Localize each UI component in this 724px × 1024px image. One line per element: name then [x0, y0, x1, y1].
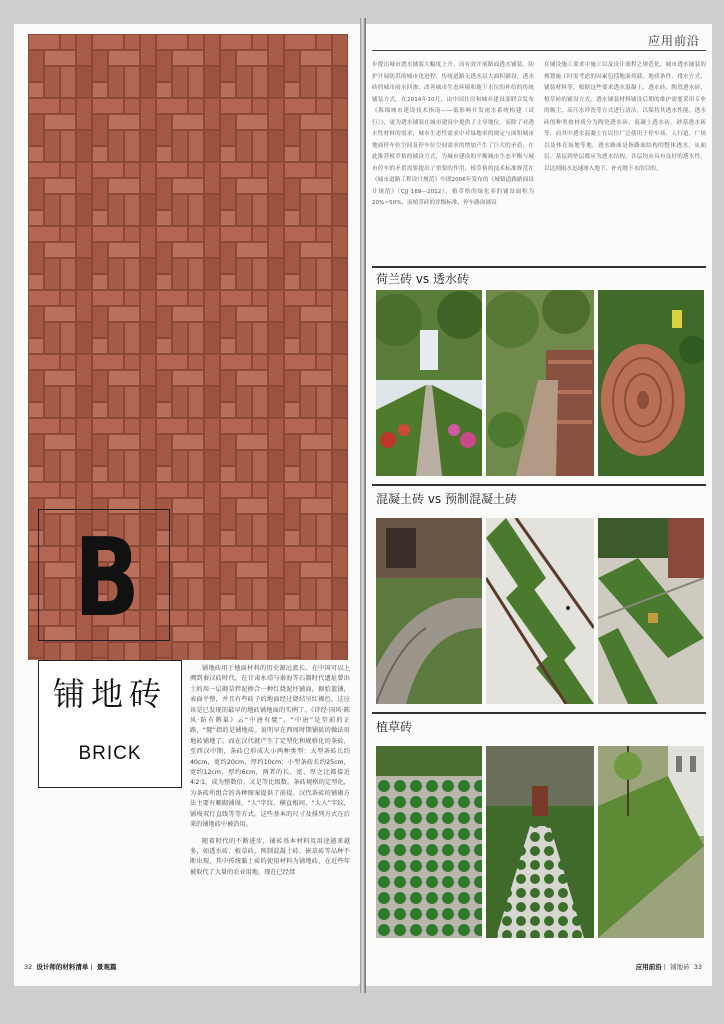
grass-paver-lawn-photo: [598, 746, 704, 938]
section-rule: [372, 484, 706, 486]
garden-steps-photo: [486, 290, 594, 476]
paragraph: 在铺设施工要求中施工以及设计流程之规范化，城市透水铺装的规划施工时需考虑的因素包括地面荷载、地质条件、排水方式、铺装材料等，根据这些要求透水混凝土、透水砖、陶瓷透水砖、植草砖的铺设方式，透水铺装材料铺设后期的维护需要采用专业的吸尘、高压水冲洗等方式进行清洁，以保持其透水性能。透水砖的种类按材质分为陶瓷透水砖、混凝土透水砖、砂基透水砖等，而其中透水混凝土在以往广泛使用于停车场、人行道、广场以及体育场地等地。透水路面是指路面结构的整体透水，从面层、基层到垫层都应为透水结构，各层均应具有良好的透水性，以达到雨水迅速渗入地下、补充地下水的目的。: [544, 62, 706, 172]
title-box: [38, 660, 182, 788]
running-header: 应用前沿: [647, 34, 700, 48]
section-rule: [372, 266, 706, 268]
paragraph: 随着时代的不断进步，铺砖基本材料及用途越来越多，如透水砖、植草砖、预制混凝土砖、嵌草砖等品种不断出现，其中传统黏土砖的使用材料为铺地砖，在近些年被取代了大量的农业用地，现在已经禁: [190, 837, 350, 876]
section-title: 植草砖: [376, 720, 413, 734]
grass-paver-grid-photo: [376, 746, 482, 938]
modern-plaza-photo: [598, 518, 704, 704]
chapter-letter: B: [74, 516, 139, 641]
intro-text: [190, 664, 350, 884]
paragraph: 步提出城市透水铺装大幅度上升，而有效开展路面透水铺装、防护开展防洪的城市化进程、传统道路无透水层大面积铺设，透水砖的城市雨水回渗、改善城市生态环境和地下水位的补给的传统铺装方式。在2014年10月，由中国住房和城乡建设部联合发布《海绵城市建设技术指南——低影响开发雨水系统构建（试行）》，更为透水铺装在城市建设中提供了主导地位。而除了对透水性材料的需求，城市生态性需求中对绿地率的规定与面积城市地面停车位空间及停车位空间需求的增加产生了巨大的矛盾，在此推荐植草格的铺设方式，为城市建设的平衡城市生态平衡与城市停车的矛盾需要提出了重要的作用，植草格的技术标准规范在《城市道路工程设计规范》中即2006年发布的《城镇道路路面设计规范》（CJJ 169—2012），植草格的绿化率的铺设面积为20%~50%，而植草砖的评级标准，停车路面铺设: [372, 62, 534, 206]
grass-paver-path-photo: [486, 746, 594, 938]
page-number: 33: [693, 963, 702, 971]
right-footer: 应用前沿 | 铺地砖 33: [635, 963, 702, 971]
circular-paving-photo: [598, 290, 704, 476]
section-rule: [372, 712, 706, 714]
paragraph: 铺地砖用于地面材料的历史源远流长。在中国可以上溯到秦汉砖时代，在甘肃永靖与秦海等石器时代遗址曾出土的用一层砌草拌泥掺合一种红烧泥坯铺面，据始篮铺，表面平整，并且有些砖子的地面经过烧结呈红褐色，这应该是已发现的最早的地砖铺地面的实例了。《诗经·国风·陈风·防有鹊巢》云“中唐有甓”，“中唐”是堂前的正路，“甓”指的是铺地砖。说明早在西周时期铺砖的做法用地砖铺地了。而在汉代就产生了定型化和规格化的条砖，至西汉中期，条砖已形成大小两种类型：大型条砖长约40cm，宽约20cm，厚约10cm；小型条砖长约25cm，宽约12cm，厚约6cm，两者的长、宽、厚之比都接近4∶2∶1，成为整数倍，又是等比级数。条砖规格的定型化，为条砖所组合的各种图案提供了前提。汉代条砖的铺砌方法主要有顺砌铺墁、“人”字纹、横直相间、“大人”字纹，铺墁双行直线等等方式。这些基本的尺寸及排列方式在后来的铺地砖中被沿用。: [190, 665, 350, 829]
curved-driveway-photo: [376, 518, 482, 704]
chapter-title-en: BRICK: [78, 743, 142, 764]
header-rule: [372, 50, 706, 51]
garden-path-photo: [376, 290, 482, 476]
text-column-2: [544, 60, 706, 175]
footer-title: 应用前沿: [635, 963, 662, 971]
left-page: [14, 24, 360, 986]
section-title: 荷兰砖 vs 透水砖: [376, 272, 469, 286]
footer-title: 设计师的材料清单: [36, 963, 89, 971]
page-number: 32: [24, 963, 33, 971]
text-column-1: [372, 60, 534, 210]
right-page: [366, 24, 712, 986]
diagonal-plaza-photo: [486, 518, 594, 704]
left-footer: 32 设计师的材料清单 | 景观篇: [24, 963, 117, 971]
footer-subtitle: 景观篇: [96, 963, 117, 971]
footer-subtitle: 铺地砖: [670, 963, 690, 971]
chapter-title-cn: 铺地砖: [52, 675, 167, 713]
section-title: 混凝土砖 vs 预制混凝土砖: [376, 492, 517, 506]
